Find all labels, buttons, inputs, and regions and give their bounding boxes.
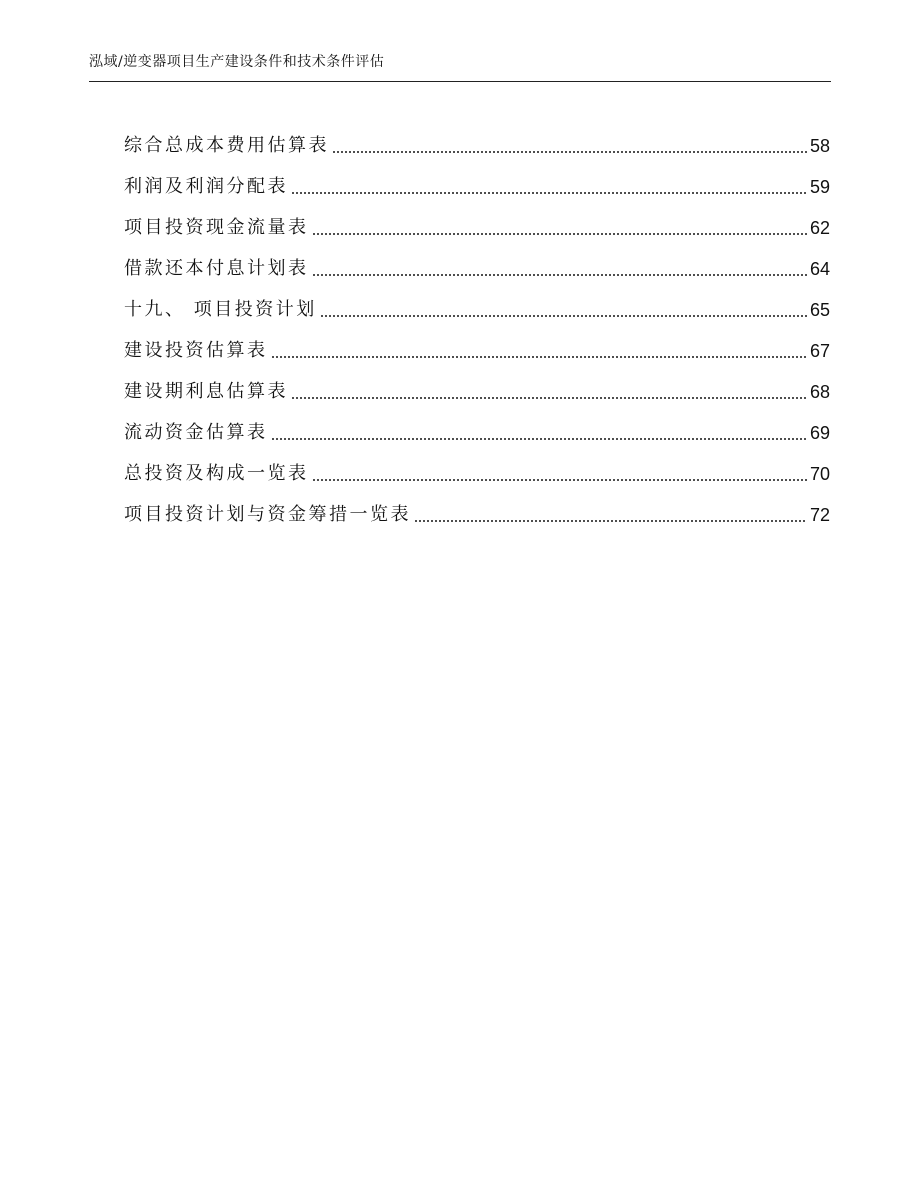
toc-entry[interactable] [124,489,830,530]
toc-entry-page: 64 [809,259,830,279]
toc-entry[interactable] [124,202,830,243]
toc-dot-leader [332,151,807,153]
toc-entry-page: 62 [809,218,830,238]
toc-entry[interactable] [124,448,830,489]
toc-entry-page: 72 [809,505,830,525]
toc-entry[interactable] [124,407,830,448]
toc-entry[interactable] [124,243,830,284]
toc-dot-leader [271,438,807,440]
toc-dot-leader [312,479,807,481]
toc-entry-title: 十九、 项目投资计划 [124,299,317,320]
toc-entry-title: 利润及利润分配表 [124,176,288,197]
toc-entry-title: 建设期利息估算表 [124,381,288,402]
toc-entry-page: 70 [809,464,830,484]
toc-entry-title: 总投资及构成一览表 [124,463,309,484]
header-divider [89,81,831,82]
toc-dot-leader [312,274,807,276]
toc-entry[interactable] [124,161,830,202]
toc-entry-title: 建设投资估算表 [124,340,268,361]
toc-entry[interactable] [124,284,830,325]
toc-entry-title: 借款还本付息计划表 [124,258,309,279]
toc-entry-page: 67 [809,341,830,361]
toc-entry-title: 项目投资计划与资金筹措一览表 [124,504,411,525]
toc-dot-leader [312,233,807,235]
toc-dot-leader [291,192,807,194]
toc-entry-page: 69 [809,423,830,443]
table-of-contents [124,120,830,530]
toc-entry[interactable] [124,120,830,161]
toc-entry-title: 流动资金估算表 [124,422,268,443]
toc-dot-leader [291,397,807,399]
running-header: 泓域/逆变器项目生产建设条件和技术条件评估 [89,54,385,70]
toc-entry-page: 65 [809,300,830,320]
toc-entry[interactable] [124,366,830,407]
toc-entry-title: 综合总成本费用估算表 [124,135,329,156]
toc-entry[interactable] [124,325,830,366]
toc-entry-page: 68 [809,382,830,402]
toc-entry-page: 59 [809,177,830,197]
toc-entry-page: 58 [809,136,830,156]
toc-dot-leader [320,315,807,317]
toc-entry-title: 项目投资现金流量表 [124,217,309,238]
toc-dot-leader [271,356,807,358]
toc-dot-leader [414,520,807,522]
